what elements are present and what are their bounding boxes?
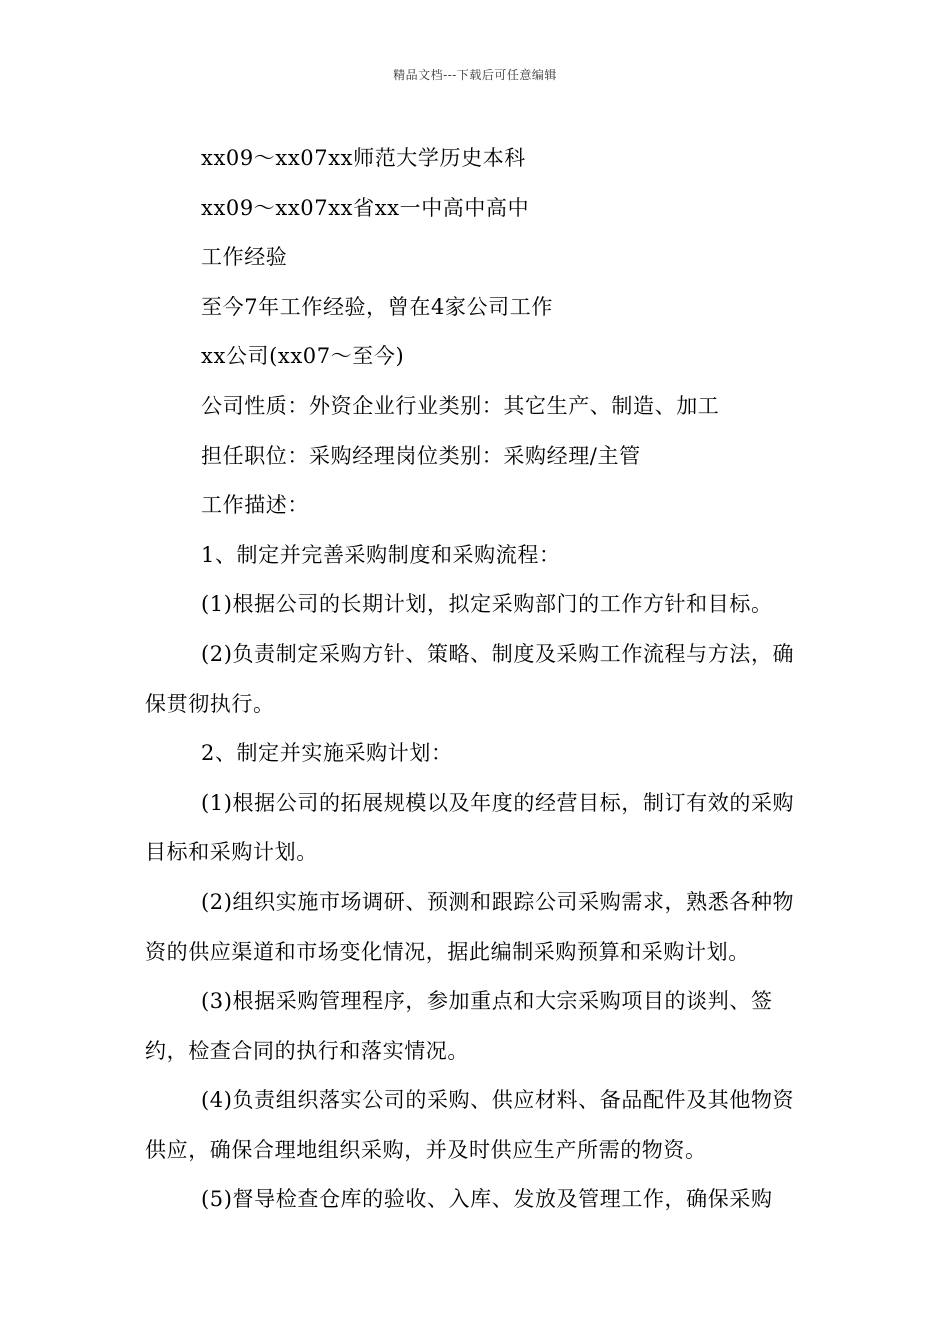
paragraph-job-description-heading: 工作描述：: [201, 493, 309, 518]
paragraph-item-1-2: (2)负责制定采购方针、策略、制度及采购工作流程与方法，确保贯彻执行。: [145, 641, 795, 716]
paragraph-company: xx公司(xx07～至今): [201, 344, 405, 369]
paragraph-item-2-1: (1)根据公司的拓展规模以及年度的经营目标，制订有效的采购目标和采购计划。: [145, 790, 795, 865]
page-header: 精品文档---下载后可任意编辑: [393, 68, 557, 82]
paragraph-item-1-1: (1)根据公司的长期计划，拟定采购部门的工作方针和目标。: [201, 592, 773, 617]
paragraph-item-2: 2、制定并实施采购计划：: [201, 741, 453, 766]
paragraph-item-2-2: (2)组织实施市场调研、预测和跟踪公司采购需求，熟悉各种物资的供应渠道和市场变化情况，据此编制采购预算和采购计划。: [145, 889, 795, 964]
paragraph-item-2-3: (3)根据采购管理程序，参加重点和大宗采购项目的谈判、签约，检查合同的执行和落实情况。: [145, 989, 773, 1063]
paragraph-education-2: xx09～xx07xx省xx一中高中高中: [201, 195, 530, 220]
paragraph-item-2-4: (4)负责组织落实公司的采购、供应材料、备品配件及其他物资供应，确保合理地组织采购，并及时供应生产所需的物资。: [145, 1088, 795, 1162]
paragraph-item-2-5: (5)督导检查仓库的验收、入库、发放及管理工作，确保采购: [201, 1187, 773, 1212]
paragraph-item-1: 1、制定并完善采购制度和采购流程：: [201, 542, 561, 567]
section-heading-work-experience: 工作经验: [201, 245, 288, 270]
document-body: [145, 134, 810, 1225]
paragraph-company-nature: 公司性质：外资企业行业类别：其它生产、制造、加工: [201, 393, 720, 418]
paragraph-education-1: xx09～xx07xx师范大学历史本科: [201, 146, 526, 170]
paragraph-position: 担任职位：采购经理岗位类别：采购经理/主管: [201, 443, 641, 468]
paragraph-experience-summary: 至今7年工作经验，曾在4家公司工作: [201, 294, 553, 319]
